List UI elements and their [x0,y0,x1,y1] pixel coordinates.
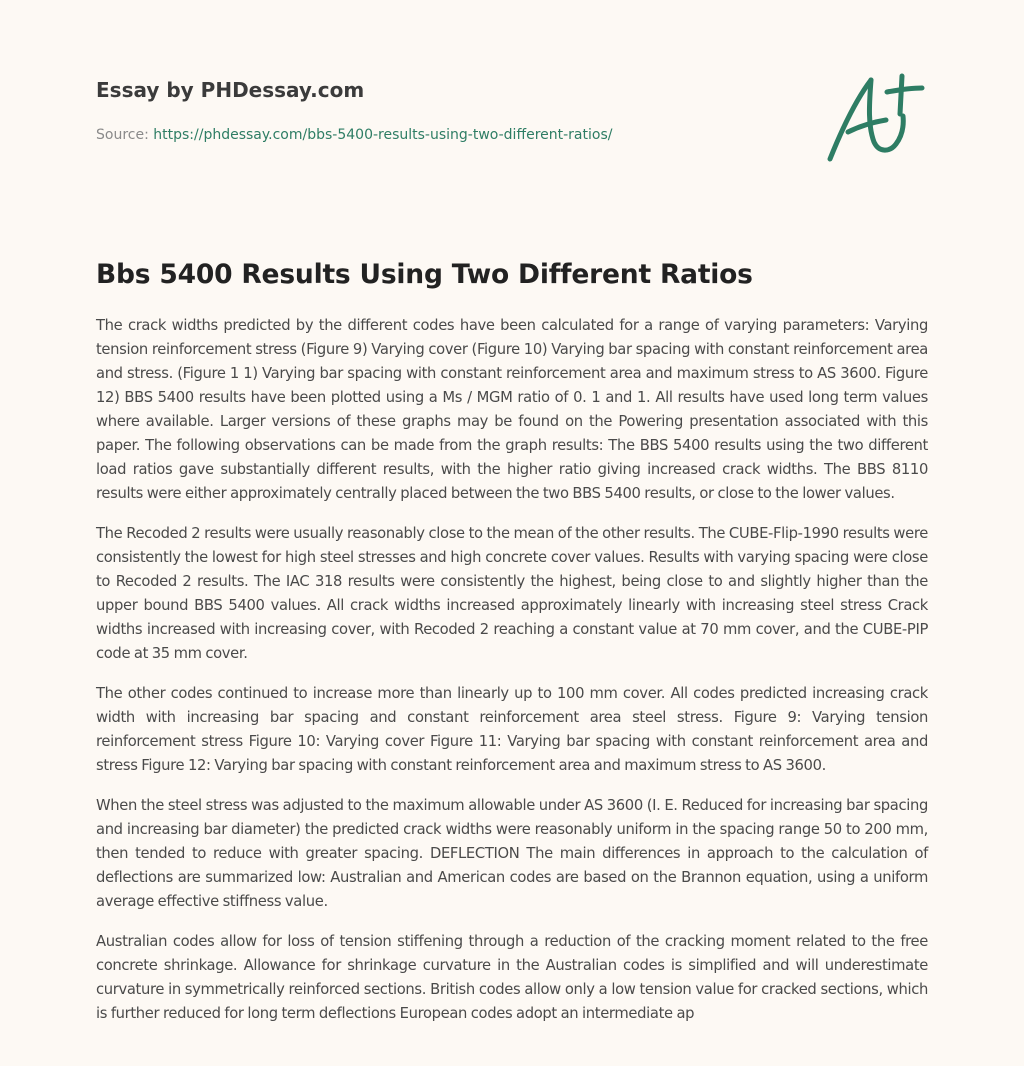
brand-title: Essay by PHDessay.com [96,78,365,102]
a-plus-grade-icon [824,68,928,164]
page-header [96,76,928,145]
article-paragraph: When the steel stress was adjusted to the maximum allowable under AS 3600 (I. E. Reduced for increasing bar spacing and increasing bar diameter) the predicted crack widths were reasonably uniform in the spacing range 50 to 200 mm, then tended to reduce with greater spacing. DEFLECTION The main differences in approach to the calculation of deflections are summarized low: Australian and American codes are based on the Brannon equation, using a uniform average effective stiffness value. [96,797,928,910]
source-label: Source: [96,127,149,143]
article-paragraph: The other codes continued to increase more than linearly up to 100 mm cover. All codes predicted increasing crack width with increasing bar spacing and constant reinforcement area steel stress. Figure 9: Varying tension reinforcement stress Figure 10: Varying cover Figure 11: Varying bar spacing with constant reinforcement area and stress Figure 12: Varying bar spacing with constant reinforcement area and maximum stress to AS 3600. [96,685,928,774]
article-paragraph: The Recoded 2 results were usually reasonably close to the mean of the other results. The CUBE-Flip-1990 results were consistently the lowest for high steel stresses and high concrete cover values. Results with varying spacing were close to Recoded 2 results. The IAC 318 results were consistently the highest, being close to and slightly higher than the upper bound BBS 5400 values. All crack widths increased approximately linearly with increasing steel stress Crack widths increased with increasing cover, with Recoded 2 reaching a constant value at 70 mm cover, and the CUBE-PIP code at 35 mm cover. [96,525,928,662]
article-title: Bbs 5400 Results Using Two Different Ratios [96,259,753,290]
article-paragraph: The crack widths predicted by the different codes have been calculated for a range of varying parameters: Varying tension reinforcement stress (Figure 9) Varying cover (Figure 10) Varying bar spacing with constant reinforcement area and stress. (Figure 1 1) Varying bar spacing with constant reinforcement area and maximum stress to AS 3600. Figure 12) BBS 5400 results have been plotted using a Ms / MGM ratio of 0. 1 and 1. All results have used long term values where available. Larger versions of these graphs may be found on the Powering presentation associated with this paper. The following observations can be made from the graph results: The BBS 5400 results using the two different load ratios gave substantially different results, with the higher ratio giving increased crack widths. The BBS 8110 results were either approximately centrally placed between the two BBS 5400 results, or close to the lower values. [96,317,928,502]
source-line [96,125,928,145]
article-body [96,314,928,1042]
source-link[interactable]: https://phdessay.com/bbs-5400-results-using-two-different-ratios/ [153,127,613,143]
article-paragraph: Australian codes allow for loss of tension stiffening through a reduction of the cracking moment related to the free concrete shrinkage. Allowance for shrinkage curvature in the Australian codes is simplified and will underestimate curvature in symmetrically reinforced sections. British codes allow only a low tension value for cracked sections, which is further reduced for long term deflections European codes adopt an intermediate ap [96,933,928,1022]
